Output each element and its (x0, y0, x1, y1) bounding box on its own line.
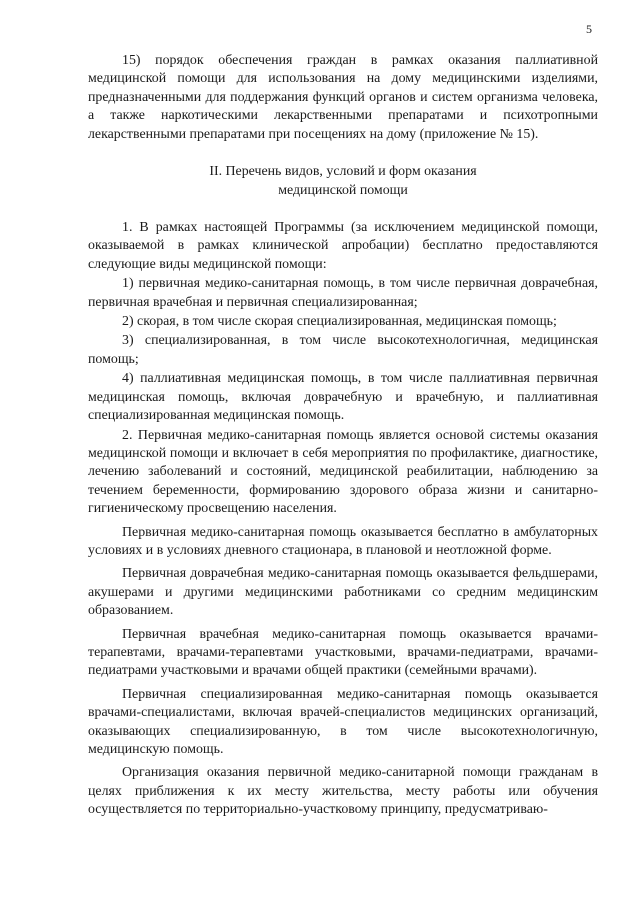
paragraph-organization: Организация оказания первичной медико-санитарной помощи гражданам в целях приближения к их месту жительства, месту работы или обучения осуществляется по территориально-участковому принципу, предусматриваю- (88, 765, 598, 818)
list-item-1: 1) первичная медико-санитарная помощь, в том числе первичная доврачебная, первичная врачебная и первичная специализированная; (88, 276, 598, 310)
paragraph-2: 2. Первичная медико-санитарная помощь является основой системы оказания медицинской помощи и включает в себя мероприятия по профилактике, диагностике, лечению заболеваний и состояний, медицинской реабилитации, наблюдению за течением беременности, формированию здорового образа жизни и санитарно-гигиеническому просвещению населения. (88, 427, 598, 517)
paragraph-specialized-care: Первичная специализированная медико-санитарная помощь оказывается врачами-специалистами, включая врачей-специалистов медицинских организаций, оказывающих специализированную, в том числе высокотехнологичную, медицинскую помощь. (88, 686, 598, 757)
paragraph-1: 1. В рамках настоящей Программы (за исключением медицинской помощи, оказываемой в рамках клинической апробации) бесплатно предоставляются следующие виды медицинской помощи: (88, 220, 598, 272)
section-title-line-2: медицинской помощи (278, 183, 408, 199)
paragraph-primary-care-conditions: Первичная медико-санитарная помощь оказывается бесплатно в амбулаторных условиях и в условиях дневного стационара, в плановой и неотложной форме. (88, 524, 598, 558)
section-heading (88, 162, 598, 200)
section-title-line-1: II. Перечень видов, условий и форм оказания (209, 164, 477, 180)
list-item-4: 4) паллиативная медицинская помощь, в том числе паллиативная первичная медицинская помощь, включая доврачебную и врачебную, и паллиативная специализированная медицинская помощь. (88, 371, 598, 424)
paragraph-doctor-care: Первичная врачебная медико-санитарная помощь оказывается врачами-терапевтами, врачами-терапевтами участковыми, врачами-педиатрами, врачами-педиатрами участковыми и врачами общей практики (семейными врачами). (88, 626, 598, 679)
paragraph-item-15: 15) порядок обеспечения граждан в рамках оказания паллиативной медицинской помощи для использования на дому медицинскими изделиями, предназначенными для поддержания функций органов и систем организма человека, а также наркотическими лекарственными препаратами и психотропными лекарственными препаратами при посещениях на дому (приложение № 15). (88, 53, 598, 142)
page-number: 5 (586, 22, 592, 36)
paragraph-pre-doctor-care: Первичная доврачебная медико-санитарная помощь оказывается фельдшерами, акушерами и другими медицинскими работниками со средним медицинским образованием. (88, 566, 598, 619)
list-item-2: 2) скорая, в том числе скорая специализированная, медицинская помощь; (122, 314, 557, 330)
document-body (88, 52, 598, 825)
list-item-3: 3) специализированная, в том числе высокотехнологичная, медицинская помощь; (88, 333, 598, 367)
